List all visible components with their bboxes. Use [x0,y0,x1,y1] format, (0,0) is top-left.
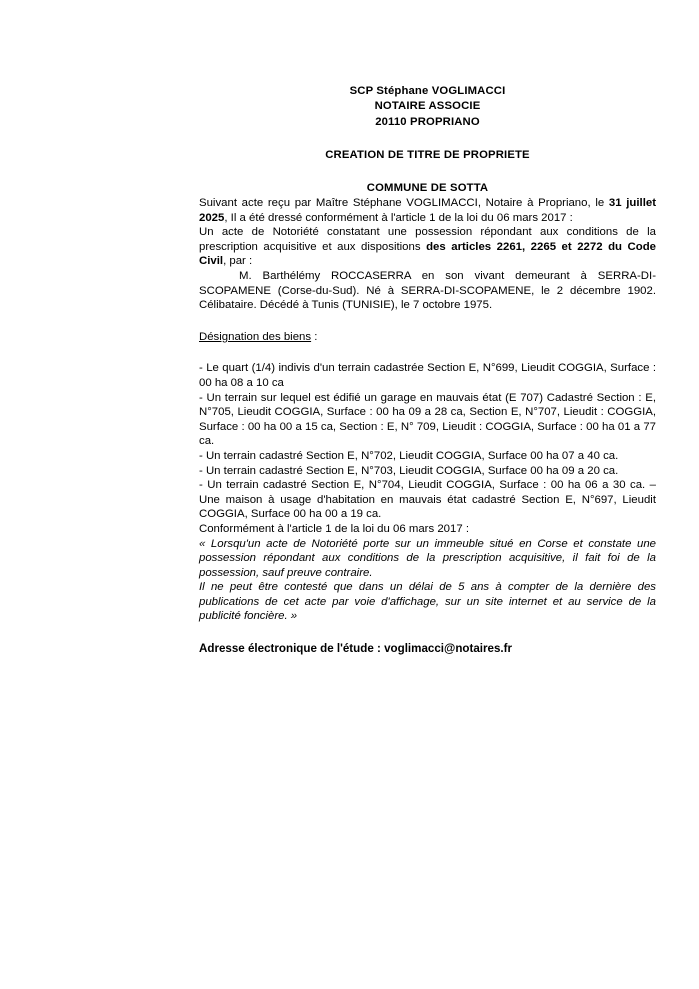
letterhead [199,84,656,130]
conformity-intro: Conformément à l'article 1 de la loi du 06 mars 2017 : [199,522,469,535]
letterhead-city: 20110 PROPRIANO [375,115,480,128]
email-address[interactable]: voglimacci@notaires.fr [384,642,513,656]
document-commune: COMMUNE DE SOTTA [366,181,489,194]
conformity-quote-first: « Lorsqu'un acte de Notoriété porte sur un immeuble situé en Corse et constate une possession répondant aux conditions de la prescription acquisitive, il fait foi de la possession, sauf preuve contraire. [199,537,656,579]
intro-text-part3: Un acte de Notoriété constatant une possession répondant aux conditions de la prescription acquisitive et aux dispositions [199,226,656,253]
conformity-quote-second: Il ne peut être contesté que dans un délai de 5 ans à compter de la dernière des publications de cet acte par voie d'affichage, sur un site internet et au service de la publicité foncière. » [199,581,656,623]
document-content [199,84,656,656]
designation-heading-label: Désignation des biens [199,330,312,343]
intro-text-part2: , Il a été dressé conformément à l'article 1 de la loi du 06 mars 2017 : [224,211,573,224]
intro-text-part1: Suivant acte reçu par Maître Stéphane VOGLIMACCI, Notaire à Propriano, le [199,197,609,210]
list-item: - Un terrain sur lequel est édifié un garage en mauvais état (E 707) Cadastré Section : E, N°705, Lieudit COGGIA, Surface : 00 ha 09 a 28 ca, Section E, N°707, Lieudit : COGGIA, Surface : 00 ha 00 a 15 ca, Section : E, N° 709, Lieudit : COGGIA, Surface : 00 ha 01 a 77 ca. [199,391,656,448]
email-label: Adresse électronique de l'étude : [199,642,385,656]
designation-heading-suffix: : [311,330,318,343]
list-item: - Un terrain cadastré Section E, N°704, Lieudit COGGIA, Surface : 00 ha 06 a 30 ca. – Une maison à usage d'habitation en mauvais état cadastré Section E, N°697, Lieudit COGGIA, Surface 00 ha 00 a 19 ca. [199,479,656,521]
designation-heading [199,330,656,345]
list-item: - Un terrain cadastré Section E, N°702, Lieudit COGGIA, Surface 00 ha 07 a 40 ca. [199,449,619,462]
intro-date: 31 juillet 2025 [199,197,656,224]
letterhead-role: NOTAIRE ASSOCIE [374,100,481,113]
intro-articles: des articles 2261, 2265 et 2272 du Code Civil [199,240,656,268]
designation-list [199,361,656,522]
document-title: CREATION DE TITRE DE PROPRIETE [325,149,530,162]
intro-text-part4: , par : [223,255,253,268]
person-paragraph: M. Barthélémy ROCCASERRA en son vivant demeurant à SERRA-DI-SCOPAMENE (Corse-du-Sud). Né à SERRA-DI-SCOPAMENE, le 2 décembre 1902. Célibataire. Décédé à Tunis (TUNISIE), le 7 octobre 1975. [199,270,656,312]
intro-paragraph [199,196,656,269]
letterhead-firm-name: SCP Stéphane VOGLIMACCI [349,85,506,97]
list-item: - Un terrain cadastré Section E, N°703, Lieudit COGGIA, Surface 00 ha 09 a 20 ca. [199,464,619,477]
email-line [199,641,656,656]
list-item: - Le quart (1/4) indivis d'un terrain cadastrée Section E, N°699, Lieudit COGGIA, Surface : 00 ha 08 a 10 ca [199,362,656,389]
